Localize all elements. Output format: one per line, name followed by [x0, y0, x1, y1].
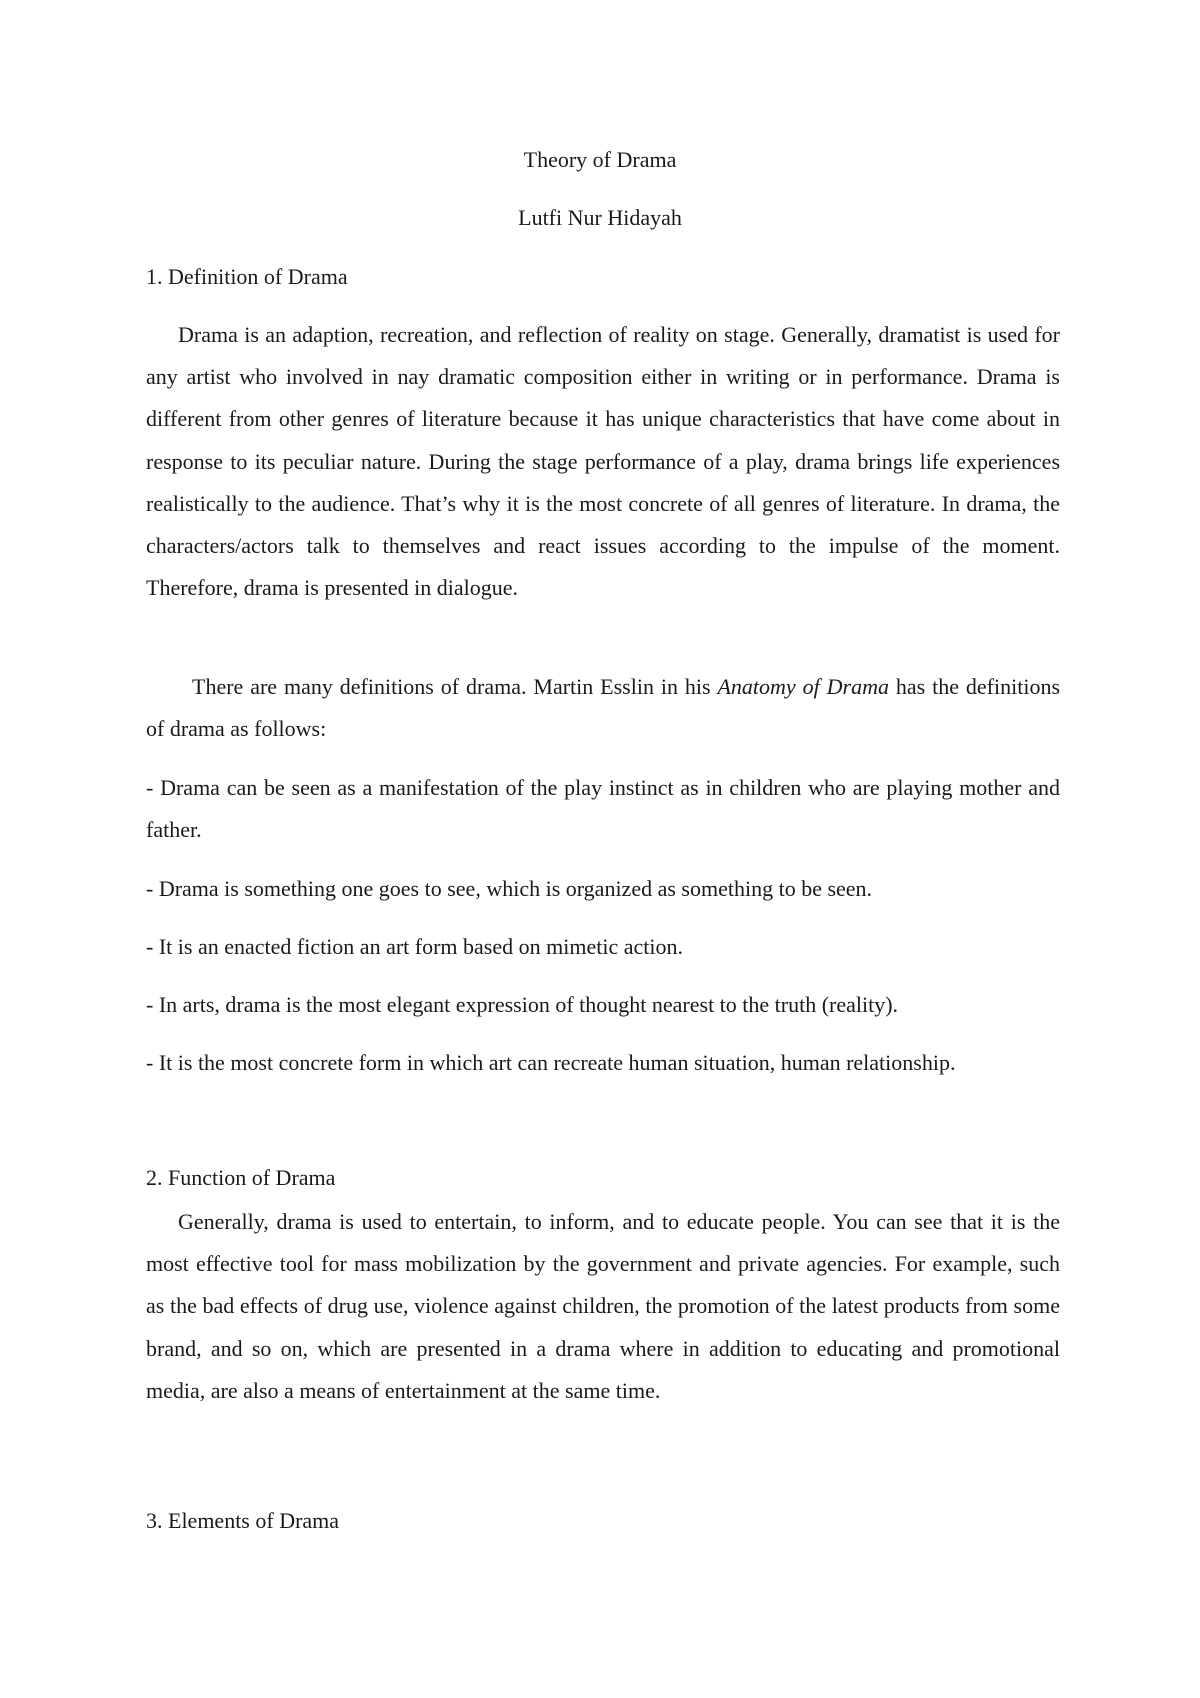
- section-heading-definition: 1. Definition of Drama: [146, 264, 348, 289]
- section-heading-function: 2. Function of Drama: [146, 1165, 336, 1190]
- definition-bullet: - Drama can be seen as a manifestation of the play instinct as in children who are playing mother and father.: [146, 775, 1060, 843]
- definitions-intro-paragraph: [146, 666, 1060, 750]
- intro-text-after: has the definitions of drama as follows:: [146, 674, 1061, 742]
- definition-bullet: - In arts, drama is the most elegant expression of thought nearest to the truth (reality).: [146, 992, 899, 1017]
- definition-bullet: - It is the most concrete form in which art can recreate human situation, human relationship.: [146, 1050, 956, 1075]
- document-title: Theory of Drama: [523, 147, 677, 172]
- document-author: Lutfi Nur Hidayah: [518, 205, 682, 230]
- section-heading-elements: 3. Elements of Drama: [146, 1508, 340, 1533]
- book-title: Anatomy of Drama: [717, 674, 889, 699]
- function-paragraph: Generally, drama is used to entertain, to inform, and to educate people. You can see that it is the most effective tool for mass mobilization by the government and private agencies. For example, such as the bad effects of drug use, violence against children, the promotion of the latest products from some brand, and so on, which are presented in a drama where in addition to educating and promotional media, are also a means of entertainment at the same time.: [146, 1209, 1060, 1403]
- definition-bullet: - Drama is something one goes to see, which is organized as something to be seen.: [146, 876, 873, 901]
- intro-text-before: There are many definitions of drama. Martin Esslin in his: [192, 674, 718, 699]
- definition-paragraph: Drama is an adaption, recreation, and reflection of reality on stage. Generally, dramatist is used for any artist who involved in nay dramatic composition either in writing or in performance. Drama is different from other genres of literature because it has unique characteristics that have come about in response to its peculiar nature. During the stage performance of a play, drama brings life experiences realistically to the audience. That’s why it is the most concrete of all genres of literature. In drama, the characters/actors talk to themselves and react issues according to the impulse of the moment. Therefore, drama is presented in dialogue.: [146, 322, 1060, 601]
- definition-bullet: - It is an enacted fiction an art form based on mimetic action.: [146, 934, 683, 959]
